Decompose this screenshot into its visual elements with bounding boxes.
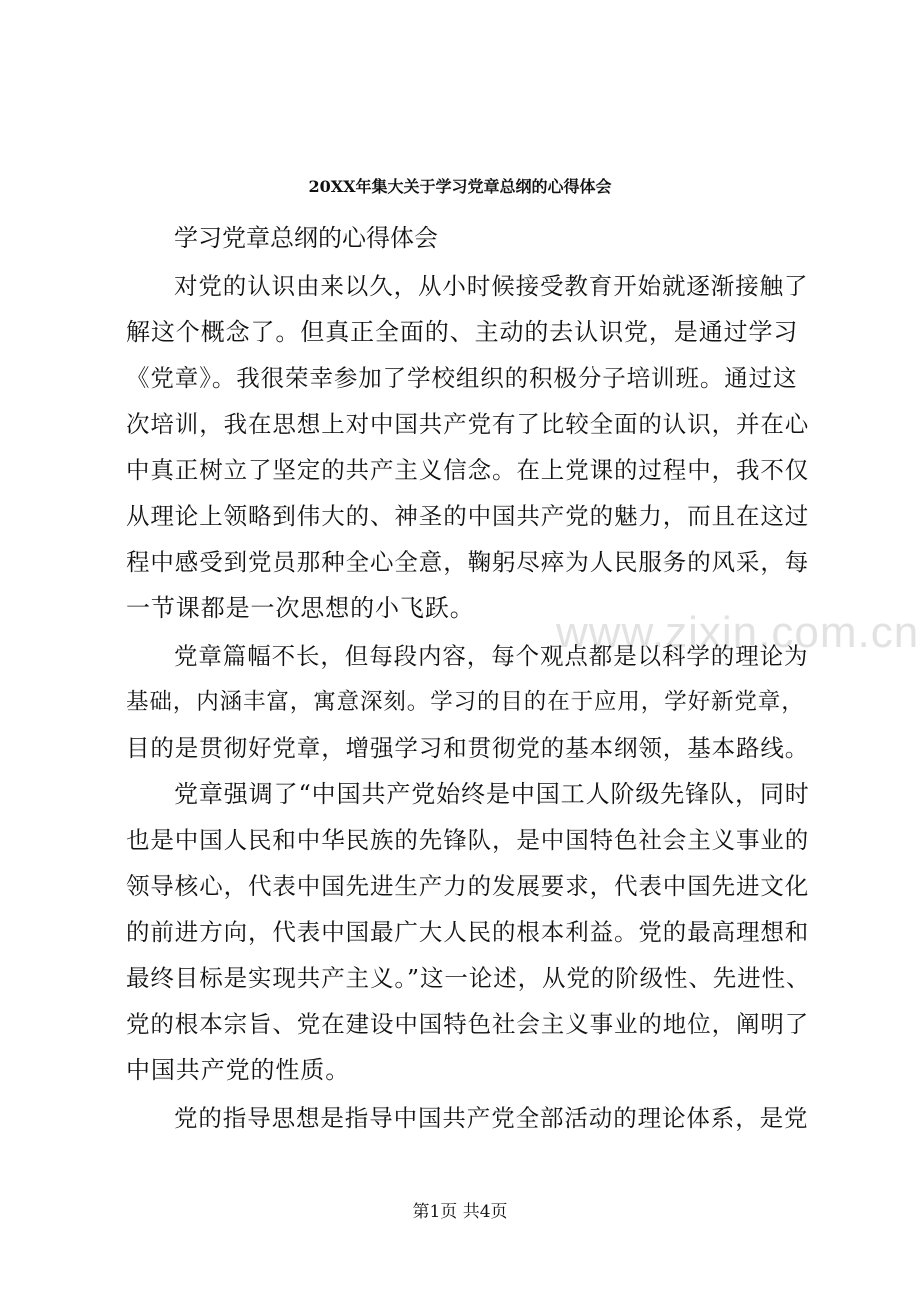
paragraph-line: 一节课都是一次思想的小飞跃。 <box>126 594 475 622</box>
paragraph-line: 党的指导思想是指导中国共产党全部活动的理论体系，是党 <box>174 1104 809 1132</box>
paragraph-line: 最终目标是实现共产主义。”这一论述，从党的阶级性、先进性、 <box>126 964 811 992</box>
paragraph-line: 中国共产党的性质。 <box>126 1056 351 1084</box>
paragraph-line: 《党章》。我很荣幸参加了学校组织的积极分子培训班。通过这 <box>126 364 798 392</box>
paragraph-line: 中真正树立了坚定的共产主义信念。在上党课的过程中，我不仅 <box>126 456 810 484</box>
paragraph-line: 党的根本宗旨、党在建设中国特色社会主义事业的地位，阐明了 <box>126 1010 810 1038</box>
document-subtitle: 学习党章总纲的心得体会 <box>174 224 438 252</box>
document-title: 20XX年集大关于学习党章总纲的心得体会 <box>308 177 612 196</box>
paragraph-line: 从理论上领略到伟大的、神圣的中国共产党的魅力，而且在这过 <box>126 502 810 530</box>
watermark: www.zixin.com.cn <box>556 608 920 657</box>
paragraph-line: 也是中国人民和中华民族的先锋队，是中国特色社会主义事业的 <box>126 826 810 854</box>
paragraph-line: 党章强调了“中国共产党始终是中国工人阶级先锋队，同时 <box>174 780 810 808</box>
paragraph-line: 领导核心，代表中国先进生产力的发展要求，代表中国先进文化 <box>126 872 810 900</box>
paragraph-line: 的前进方向，代表中国最广大人民的根本利益。党的最高理想和 <box>126 918 810 946</box>
page-footer: 第1页 共4页 <box>412 1202 508 1222</box>
paragraph-line: 对党的认识由来以久，从小时候接受教育开始就逐渐接触了 <box>174 272 809 300</box>
paragraph-line: 基础，内涵丰富，寓意深刻。学习的目的在于应用，学好新党章， <box>126 689 805 715</box>
paragraph-line: 目的是贯彻好党章，增强学习和贯彻党的基本纲领，基本路线。 <box>126 734 810 762</box>
paragraph-line: 解这个概念了。但真正全面的、主动的去认识党，是通过学习 <box>126 318 799 346</box>
paragraph-line: 程中感受到党员那种全心全意，鞠躬尽瘁为人民服务的风采，每 <box>126 548 810 576</box>
paragraph-line: 次培训，我在思想上对中国共产党有了比较全面的认识，并在心 <box>126 410 810 438</box>
paragraph-line: 党章篇幅不长，但每段内容，每个观点都是以科学的理论为 <box>174 642 809 670</box>
